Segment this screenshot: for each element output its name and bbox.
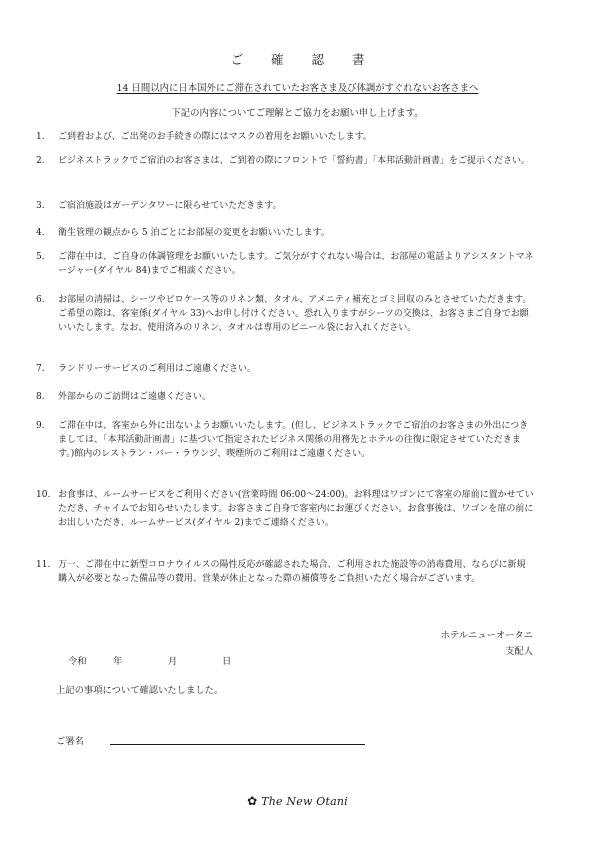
document-subtitle: 14 日間以内に日本国外にご滞在されていたお客さま及び体調がすぐれないお客さまへ (116, 83, 479, 94)
company-name: ホテルニューオータニ (440, 630, 533, 641)
item-text: お部屋の清掃は、シーツやピロケース等のリネン類、タオル、アメニティ補充とゴミ回収のみとさせていただきます。ご希望の際は、客室係(ダイヤル 33)へお申し付けください。恐れ入りますがシーツの交換は、お客さまご自身でお願いいたします。なお、使用済みのリネン、タオルは専用のビニール袋にお入れください。 (58, 295, 532, 333)
role-title: 支配人 (505, 646, 533, 657)
item-number: 5. (36, 252, 45, 262)
item-text: 衛生管理の観点から 5 泊ごとにお部屋の変更をお願いいたします。 (58, 228, 330, 238)
document-title: ご 確 認 書 (230, 52, 377, 67)
date-era: 令和 (68, 656, 87, 667)
item-number: 9. (36, 421, 45, 431)
flower-icon: ✿ (247, 794, 258, 808)
item-number: 10. (36, 490, 51, 500)
item-number: 2. (36, 156, 45, 166)
item-text: ビジネストラックでご宿泊のお客さまは、ご到着の際にフロントで「誓約書」「本邦活動計画書」をご提示ください。 (58, 156, 531, 166)
item-text: ご滞在中は、ご自身の体調管理をお願いいたします。ご気分がすぐれない場合は、お部屋の電話よりアシスタントマネージャー(ダイヤル 84)までご相談ください。 (58, 252, 534, 276)
item-text: ご到着および、ご出発のお手続きの際にはマスクの着用をお願いいたします。 (58, 132, 372, 142)
hotel-logo (0, 794, 595, 808)
item-number: 1. (36, 132, 45, 142)
item-number: 3. (36, 201, 45, 211)
intro-text: 下記の内容についてご理解とご協力をお願い申し上げます。 (171, 108, 424, 119)
date-month: 月 (168, 656, 178, 667)
item-text: お食事は、ルームサービスをご利用ください(営業時間 06:00〜24:00)。お料理はワゴンにて客室の扉前に置かせていただき、チャイムでお知らせいたします。お客さまご自身で客室内にお運びください。お食事後は、ワゴンを扉の前にお出しいただき、ルームサービス(ダイヤル 2)までご連絡ください。 (58, 490, 534, 528)
logo-wordmark: The New Otani (261, 795, 348, 808)
item-number: 7. (36, 364, 45, 374)
item-text: 外部からのご訪問はご遠慮ください。 (58, 392, 212, 402)
item-number: 8. (36, 392, 45, 402)
confirm-text: 上記の事項について確認いたしました。 (56, 685, 224, 696)
item-text: ランドリーサービスのご利用はご遠慮ください。 (58, 364, 257, 374)
item-text: ご滞在中は、客室から外に出ないようお願いいたします。(但し、ビジネストラックでご宿泊のお客さまの外出につきましては、「本邦活動計画書」に基づいて指定されたビジネス関係の用務先とホテルの往復に限定させていただきます。)館内のレストラン・バー・ラウンジ、喫煙所のご利用はご遠慮ください。 (58, 421, 529, 459)
item-text: ご宿泊施設はガーデンタワーに限らせていただきます。 (58, 201, 282, 211)
date-year: 年 (113, 656, 123, 667)
item-number: 11. (36, 560, 51, 570)
item-number: 6. (36, 295, 45, 305)
signature-line (110, 744, 365, 745)
date-day: 日 (222, 656, 232, 667)
item-number: 4. (36, 228, 45, 238)
signature-label: ご署名 (56, 736, 84, 747)
item-text: 万一、ご滞在中に新型コロナウイルスの陽性反応が確認された場合、ご利用された施設等の消毒費用、ならびに新規購入が必要となった備品等の費用、営業が休止となった際の補償等をご負担いただく場合がございます。 (58, 560, 526, 584)
